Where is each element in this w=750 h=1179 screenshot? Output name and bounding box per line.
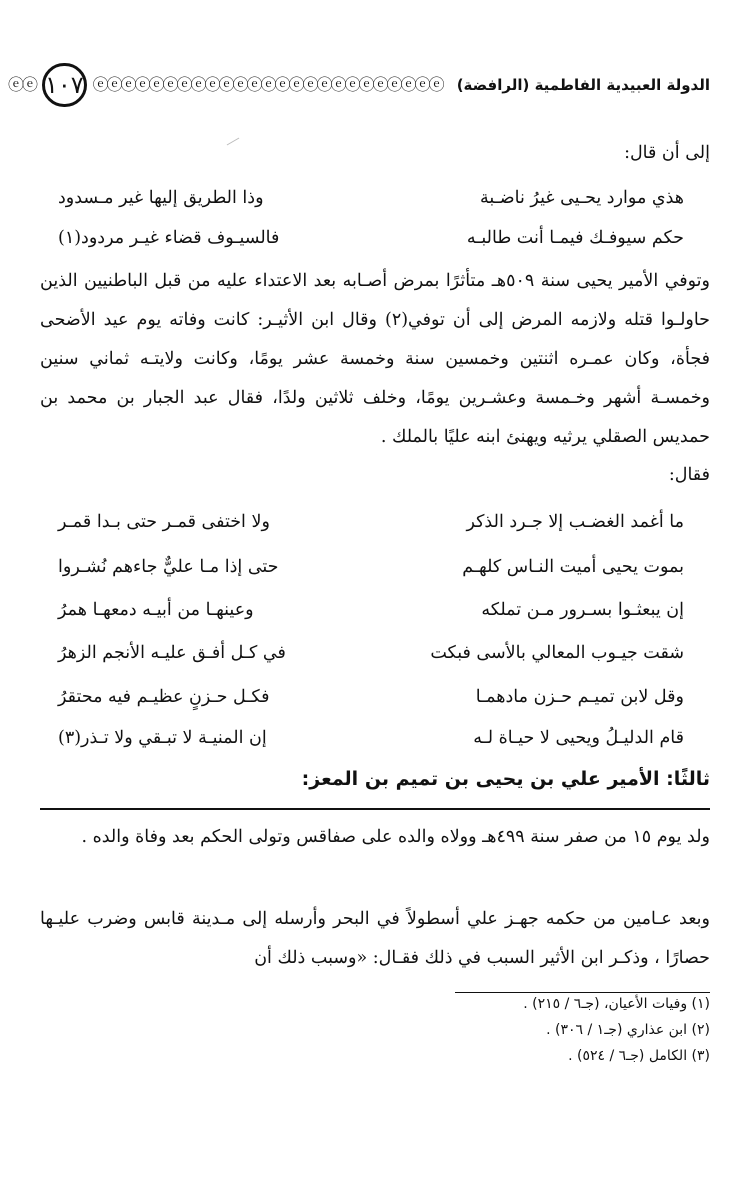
verse-second-hemistich: في كـل أفـق عليـه الأنجم الزهرُ — [58, 643, 286, 663]
verse-first-hemistich: بموت يحيى أميت النـاس كلهـم — [462, 557, 684, 577]
page-number-box — [42, 63, 87, 107]
verse-second-hemistich: فكـل حـزنٍ عظيـم فيه محتقرُ — [58, 687, 270, 707]
verse-row — [40, 677, 710, 717]
verse-first-hemistich: إن يبعثـوا بسـرور مـن تملكه — [481, 600, 684, 620]
verse-row — [40, 218, 710, 258]
intro-line: إلى أن قال: — [624, 143, 710, 163]
verse-row — [40, 178, 710, 218]
verse-row — [40, 547, 710, 587]
verse-first-hemistich: حكم سيوفـك فيمـا أنت طالبـه — [466, 228, 684, 248]
verse-first-hemistich: هذي موارد يحـيى غيرُ ناضـبة — [480, 188, 684, 208]
footnote-separator — [455, 992, 710, 993]
verse-row — [40, 633, 710, 673]
running-title: الدولة العبيدية الفاطمية (الرافضة) — [456, 76, 710, 94]
verse-first-hemistich: ما أغمد الغضـب إلا جـرد الذكر — [466, 512, 684, 532]
footnote-2: (٢) ابن عذاري (جـ١ / ٣٠٦) . — [546, 1022, 710, 1038]
verse-first-hemistich: قام الدليـلُ ويحيى لا حيـاة لـه — [473, 728, 684, 748]
verse-second-hemistich: وعينهـا من أبيـه دمعهـا همرُ — [58, 600, 254, 620]
intro-line: فقال: — [668, 465, 710, 485]
section-heading: ثالثًا: الأمير علي بن يحيى بن تميم بن المعز: — [301, 768, 710, 790]
header-ornament-band: ⓔⓔⓔⓔⓔⓔⓔⓔⓔⓔⓔⓔⓔⓔⓔⓔⓔⓔⓔⓔⓔⓔⓔⓔⓔ — [92, 75, 443, 94]
paragraph-birth-of-ali: ولد يوم ١٥ من صفر سنة ٤٩٩هـ وولاه والده على صفاقس وتولى الحكم بعد وفاة والده . — [81, 827, 710, 847]
verse-first-hemistich: وقل لابن تميـم حـزن مادهمـا — [475, 687, 684, 707]
page-number: ١٠٧ — [45, 71, 84, 99]
page-header — [7, 60, 710, 110]
verse-second-hemistich: إن المنيـة لا تبـقي ولا تـذر(٣) — [58, 728, 267, 748]
paragraph-death-of-yahya: وتوفي الأمير يحيى سنة ٥٠٩هـ متأثرًا بمرض أصـابه بعد الاعتداء عليه من قبل الباطنيين الذين حاولـوا قتله ولازمه المرض إلى أن توفي(٢) وقال ابن الأثيـر: كانت وفاته يوم عيد الأضحى فجأة، وكان عمـره اثنتين وخمسين سنة وخمسة عشر يومًا، وكانت ولايتـه ثماني سنين وخمسـة أشهر وخـمسة وعشـرين يومًا، وخلف ثلاثين ولدًا، فقال عبد الجبار بن محمد بن حمديس الصقلي يرثيه ويهنئ ابنه عليًا بالملك . — [40, 271, 711, 447]
header-ornament-end: ⓔⓔ — [7, 75, 36, 94]
verse-first-hemistich: شقت جيـوب المعالي بالأسى فبكت — [430, 643, 684, 663]
verse-second-hemistich: وذا الطريق إليها غير مـسدود — [58, 188, 264, 208]
verse-row — [40, 718, 710, 758]
verse-second-hemistich: حتى إذا مـا عليٌّ جاءهم نُشـروا — [58, 557, 279, 577]
footnote-3: (٣) الكامل (جـ٦ / ٥٢٤) . — [568, 1048, 710, 1064]
section-rule — [40, 808, 710, 810]
footnote-1: (١) وفيات الأعيان، (جـ٦ / ٢١٥) . — [523, 996, 710, 1012]
verse-second-hemistich: ولا اختفى قمـر حتى بـدا قمـر — [58, 512, 270, 532]
paragraph-fleet-to-gabes: وبعد عـامين من حكمه جهـز علي أسطولاً في البحر وأرسله إلى مـدينة قابس وضرب عليـها حصارًا ، وذكـر ابن الأثير السبب في ذلك فقـال: «وسبب ذلك أن — [40, 909, 710, 968]
verse-row — [40, 502, 710, 542]
verse-row — [40, 590, 710, 630]
verse-second-hemistich: فالسيـوف قضاء غيـر مردود(١) — [58, 228, 280, 248]
